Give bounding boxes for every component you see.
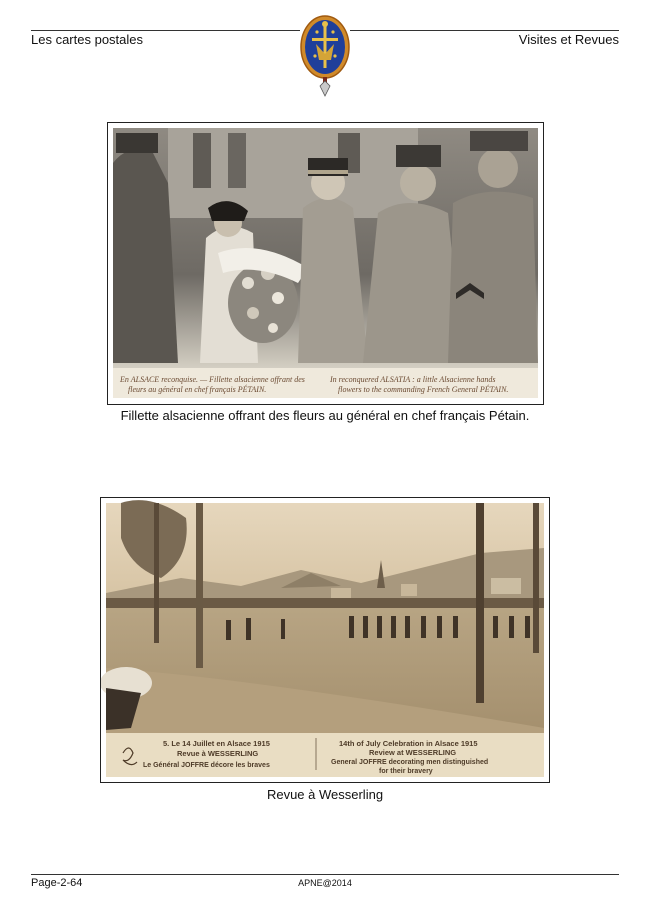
card-petain-fr-line1: En ALSACE reconquise. — Fillette alsacienne offrant des (120, 375, 305, 384)
postcard-photo-petain (107, 122, 544, 405)
footer-copyright: APNE@2014 (298, 878, 352, 888)
card-wesserling-fr-line1: 5. Le 14 Juillet en Alsace 1915 (163, 739, 270, 748)
postcard-photo-wesserling (100, 497, 550, 783)
header-left-title: Les cartes postales (31, 32, 144, 47)
card-wesserling-en-line2: Review at WESSERLING (369, 748, 457, 757)
postcard-petain-image (108, 123, 543, 404)
card-wesserling-fr-line3: Le Général JOFFRE décore les braves (143, 762, 270, 769)
page-number: Page-2-64 (31, 877, 83, 889)
postcard-wesserling-image (101, 498, 549, 782)
coat-of-arms-icon (298, 14, 352, 100)
caption-petain: Fillette alsacienne offrant des fleurs au général en chef français Pétain. (120, 408, 530, 423)
footer-rule (31, 874, 619, 875)
card-petain-en-line2: flowers to the commanding French General PÉTAIN. (338, 385, 509, 394)
card-wesserling-en-line1: 14th of July Celebration in Alsace 1915 (339, 739, 478, 748)
card-petain-en-line1: In reconquered ALSATIA : a little Alsacienne hands (330, 375, 496, 384)
card-wesserling-fr-line2: Revue à WESSERLING (177, 749, 259, 758)
header-right-title: Visites et Revues (518, 32, 619, 47)
card-petain-fr-line2: fleurs au général en chef français PÉTAIN. (128, 385, 267, 394)
card-wesserling-en-line4: for their bravery (379, 768, 433, 775)
card-wesserling-en-line3: General JOFFRE decorating men distinguished (331, 759, 489, 766)
caption-wesserling: Revue à Wesserling (266, 787, 384, 802)
